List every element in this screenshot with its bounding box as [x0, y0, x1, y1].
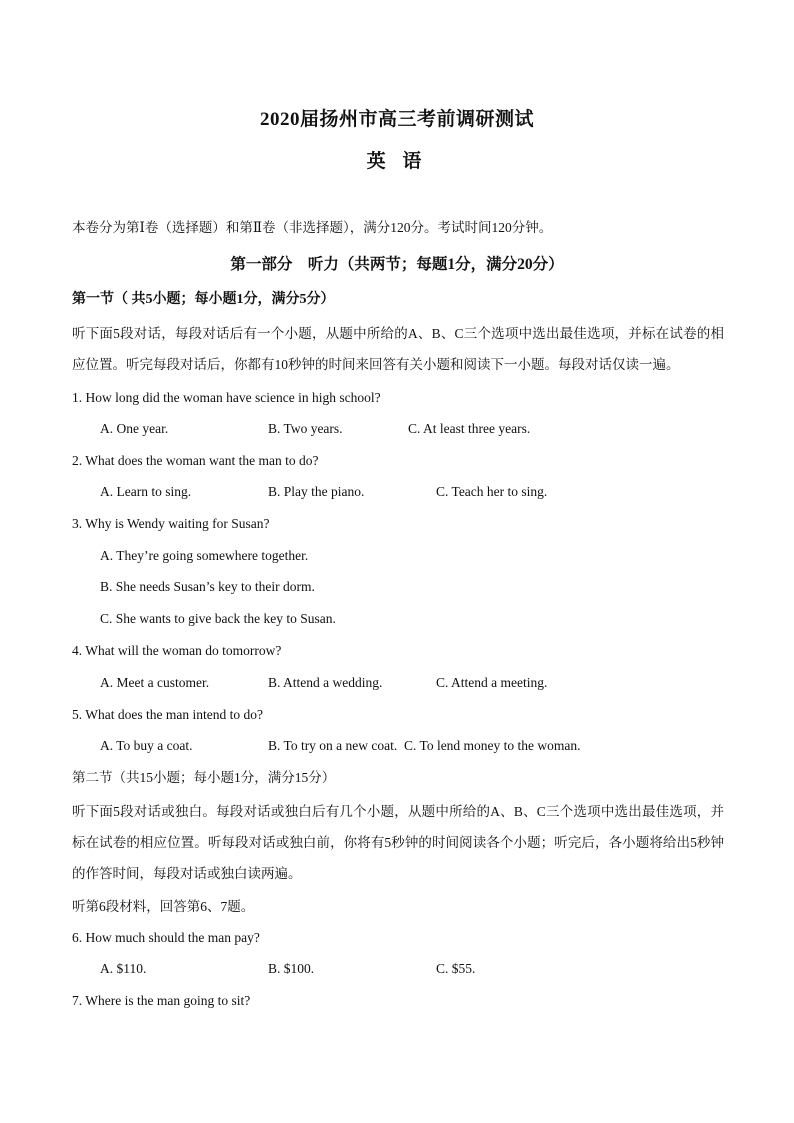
- question-6-stem: 6. How much should the man pay?: [72, 930, 260, 945]
- question-5-stem: 5. What does the man intend to do?: [72, 707, 263, 722]
- question-5-option-c: C. To lend money to the woman.: [404, 738, 581, 753]
- subject-title: 英 语: [366, 151, 428, 172]
- question-1-option-a: A. One year.: [100, 421, 169, 436]
- question-7-stem: 7. Where is the man going to sit?: [72, 993, 251, 1008]
- question-4-stem: 4. What will the woman do tomorrow?: [72, 643, 282, 658]
- material-note: 听第6段材料，回答第6、7题。: [72, 899, 255, 914]
- question-1-stem: 1. How long did the woman have science in high school?: [72, 390, 381, 405]
- question-4-option-a: A. Meet a customer.: [100, 675, 210, 690]
- question-6-option-c: C. $55.: [436, 961, 476, 976]
- section1-heading: 第一节（ 共5小题；每小题1分，满分5分）: [72, 292, 335, 307]
- exam-intro: 本卷分为第Ⅰ卷（选择题）和第Ⅱ卷（非选择题），满分120分。考试时间120分钟。: [72, 220, 553, 235]
- question-3-option-c: C. She wants to give back the key to Susan.: [100, 611, 336, 626]
- section2-instructions: 听下面5段对话或独白。每段对话或独白后有几个小题，从题中所给的A、B、C三个选项中选出最佳选项，并标在试卷的相应位置。听每段对话或独白前，你将有5秒钟的时间阅读各个小题；听完后，各小题将给出5秒钟的作答时间，每段对话或独白读两遍。: [72, 804, 724, 881]
- question-2-option-c: C. Teach her to sing.: [436, 484, 548, 499]
- question-6-option-b: B. $100.: [268, 961, 315, 976]
- question-5-option-a: A. To buy a coat.: [100, 738, 193, 753]
- exam-title: 2020届扬州市高三考前调研测试: [259, 109, 534, 130]
- question-5-option-b: B. To try on a new coat.: [268, 738, 398, 753]
- question-1-option-c: C. At least three years.: [408, 421, 531, 436]
- question-4-option-c: C. Attend a meeting.: [436, 675, 548, 690]
- question-3-option-a: A. They’re going somewhere together.: [100, 548, 309, 563]
- question-2-option-a: A. Learn to sing.: [100, 484, 192, 499]
- question-1-option-b: B. Two years.: [268, 421, 343, 436]
- question-4-option-b: B. Attend a wedding.: [268, 675, 383, 690]
- part1-heading: 第一部分 听力（共两节；每题1分，满分20分）: [230, 256, 564, 273]
- section2-heading: 第二节（共15小题；每小题1分，满分15分）: [72, 770, 336, 785]
- section1-instructions: 听下面5段对话，每段对话后有一个小题，从题中所给的A、B、C三个选项中选出最佳选项，并标在试卷的相应位置。听完每段对话后，你都有10秒钟的时间来回答有关小题和阅读下一小题。每段对话仅读一遍。: [72, 326, 724, 372]
- question-6-option-a: A. $110.: [100, 961, 147, 976]
- question-3-stem: 3. Why is Wendy waiting for Susan?: [72, 516, 270, 531]
- question-2-option-b: B. Play the piano.: [268, 484, 365, 499]
- question-2-stem: 2. What does the woman want the man to do?: [72, 453, 319, 468]
- question-3-option-b: B. She needs Susan’s key to their dorm.: [100, 579, 315, 594]
